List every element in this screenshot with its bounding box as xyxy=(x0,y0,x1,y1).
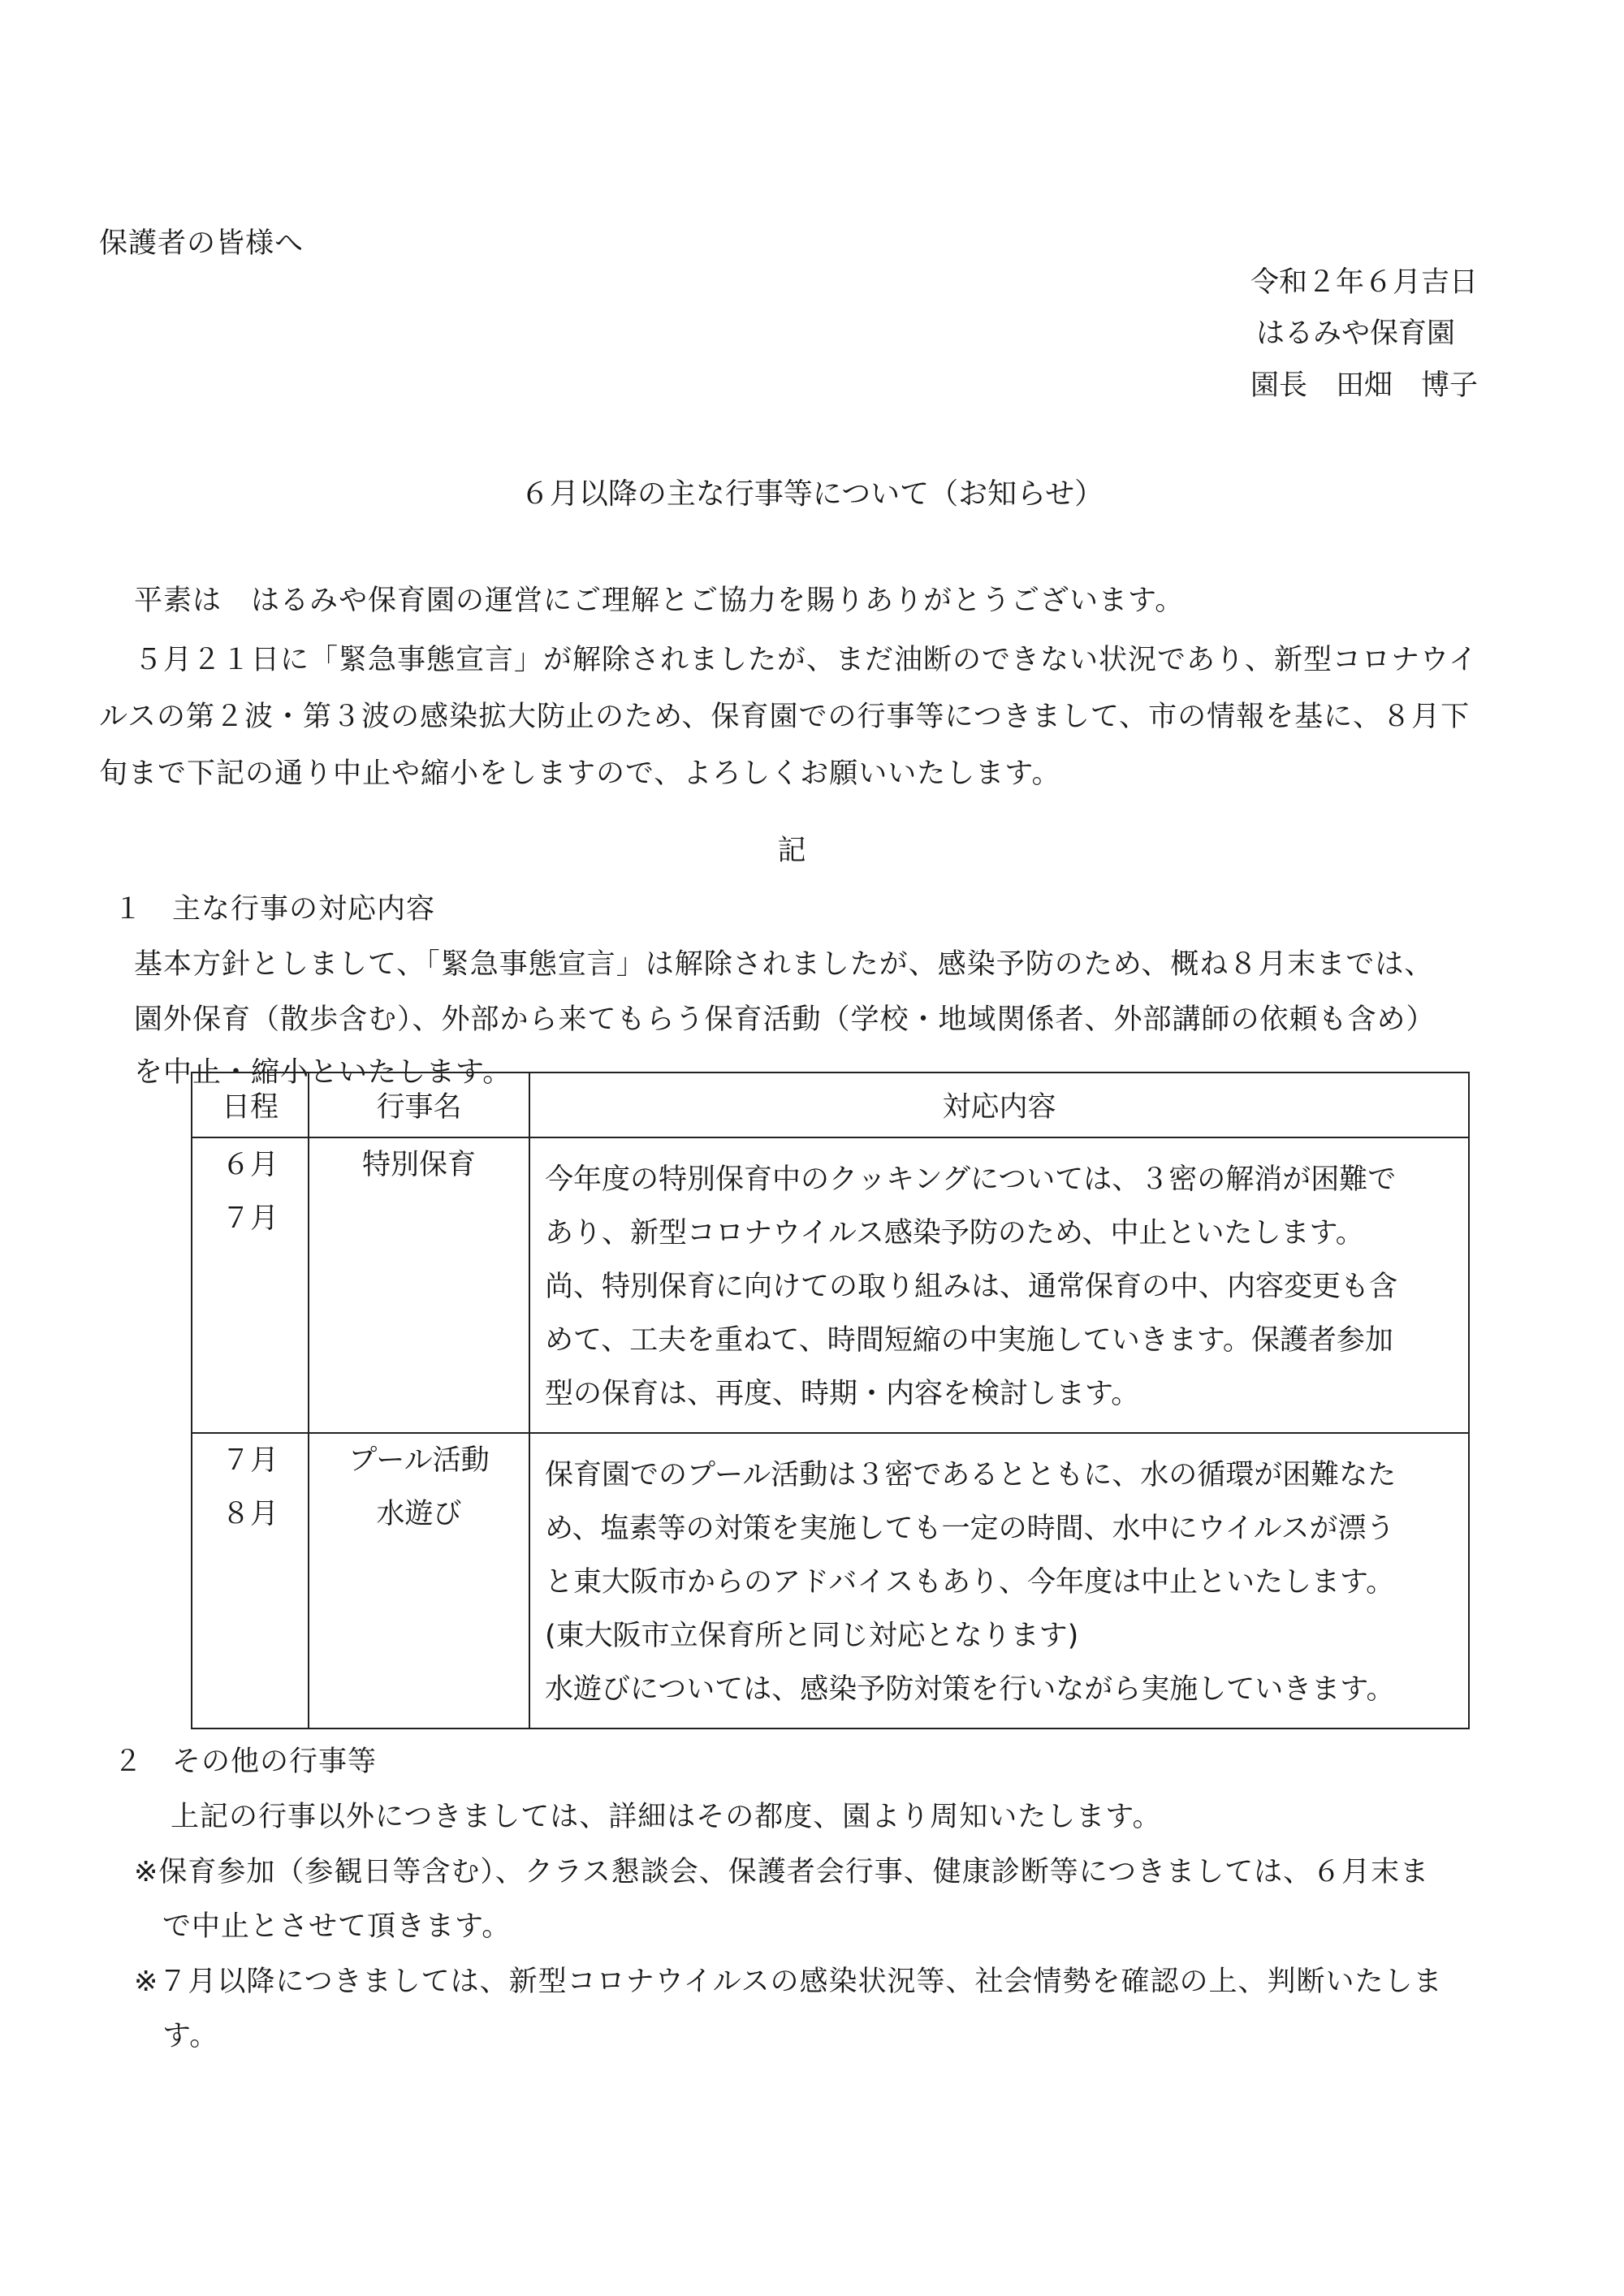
row-name-1: プール活動 xyxy=(348,1444,490,1477)
section-1-heading: １ 主な行事の対応内容 xyxy=(114,893,436,926)
content-line: 保育園でのプール活動は３密であるとともに、水の循環が困難なた xyxy=(545,1459,1397,1491)
content-line: (東大阪市立保育所と同じ対応となります) xyxy=(545,1620,1079,1652)
section-2-heading: ２ その他の行事等 xyxy=(114,1746,378,1778)
section-1-line-1: 基本方針としまして、「緊急事態宣言」は解除されましたが、感染予防のため、概ね８月末までは、 xyxy=(134,948,1434,981)
row-date-cell xyxy=(192,1433,309,1728)
intro-line-2: ５月２１日に「緊急事態宣言」が解除されましたが、まだ油断のできない状況であり、新型コロナウイ xyxy=(134,644,1478,676)
header-event-name: 行事名 xyxy=(309,1072,529,1137)
header-date: 日程 xyxy=(192,1072,309,1137)
events-table xyxy=(191,1072,1470,1729)
row-date-1: ６月 xyxy=(221,1149,279,1181)
content-line: 今年度の特別保育中のクッキングについては、３密の解消が困難で xyxy=(545,1163,1397,1196)
intro-line-4: 旬まで下記の通り中止や縮小をしますので、よろしくお願いいたします。 xyxy=(99,757,1061,790)
content-line: 型の保育は、再度、時期・内容を検討します。 xyxy=(545,1378,1140,1410)
note-2-line-1: ※７月以降につきましては、新型コロナウイルスの感染状況等、社会情勢を確認の上、判断いたしま xyxy=(134,1966,1443,1998)
section-2-line-1: 上記の行事以外につきましては、詳細はその都度、園より周知いたします。 xyxy=(171,1801,1162,1833)
row-date-2: ８月 xyxy=(221,1498,279,1530)
document-date: 令和２年６月吉日 xyxy=(1250,266,1478,299)
content-line: めて、工夫を重ねて、時間短縮の中実施していきます。保護者参加 xyxy=(545,1324,1393,1357)
row-date-cell xyxy=(192,1137,309,1433)
row-name-1: 特別保育 xyxy=(361,1149,476,1181)
row-name-cell xyxy=(309,1137,529,1433)
row-name-2: 水遊び xyxy=(376,1498,462,1530)
table-row xyxy=(192,1137,1469,1433)
table-header-row xyxy=(192,1072,1469,1137)
section-1-line-2: 園外保育（散歩含む）、外部から来てもらう保育活動（学校・地域関係者、外部講師の依頼も含め） xyxy=(134,1003,1436,1036)
document-title: ６月以降の主な行事等について（お知らせ） xyxy=(520,477,1104,511)
intro-line-1: 平素は はるみや保育園の運営にご理解とご協力を賜りありがとうございます。 xyxy=(134,585,1185,617)
ki-heading: 記 xyxy=(777,835,806,867)
row-content-cell xyxy=(529,1433,1469,1728)
content-line: 尚、特別保育に向けての取り組みは、通常保育の中、内容変更も含 xyxy=(545,1271,1398,1303)
row-date-2: ７月 xyxy=(221,1202,279,1235)
content-line: あり、新型コロナウイルス感染予防のため、中止といたします。 xyxy=(545,1217,1364,1249)
section-1-line-3: を中止・縮小といたします。 xyxy=(134,1056,512,1089)
table-row xyxy=(192,1433,1469,1728)
row-content-cell xyxy=(529,1137,1469,1433)
content-line: め、塩素等の対策を実施しても一定の時間、水中にウイルスが漂う xyxy=(545,1513,1395,1545)
content-line: 水遊びについては、感染予防対策を行いながら実施していきます。 xyxy=(545,1673,1395,1706)
intro-line-3: ルスの第２波・第３波の感染拡大防止のため、保育園での行事等につきまして、市の情報を基に、８月下 xyxy=(99,701,1471,733)
row-name-cell xyxy=(309,1433,529,1728)
organization-name: はるみや保育園 xyxy=(1255,317,1455,350)
content-line: と東大阪市からのアドバイスもあり、今年度は中止といたします。 xyxy=(545,1566,1395,1599)
row-date-1: ７月 xyxy=(221,1444,279,1477)
header-content: 対応内容 xyxy=(529,1072,1469,1137)
note-1-line-1: ※保育参加（参観日等含む）、クラス懇談会、保護者会行事、健康診断等につきましては、６月末ま xyxy=(134,1856,1430,1888)
recipient-line: 保護者の皆様へ xyxy=(99,227,304,260)
sender-name: 園長 田畑 博子 xyxy=(1250,369,1478,402)
note-2-line-2: す。 xyxy=(162,2020,219,2052)
note-1-line-2: で中止とさせて頂きます。 xyxy=(162,1910,512,1943)
